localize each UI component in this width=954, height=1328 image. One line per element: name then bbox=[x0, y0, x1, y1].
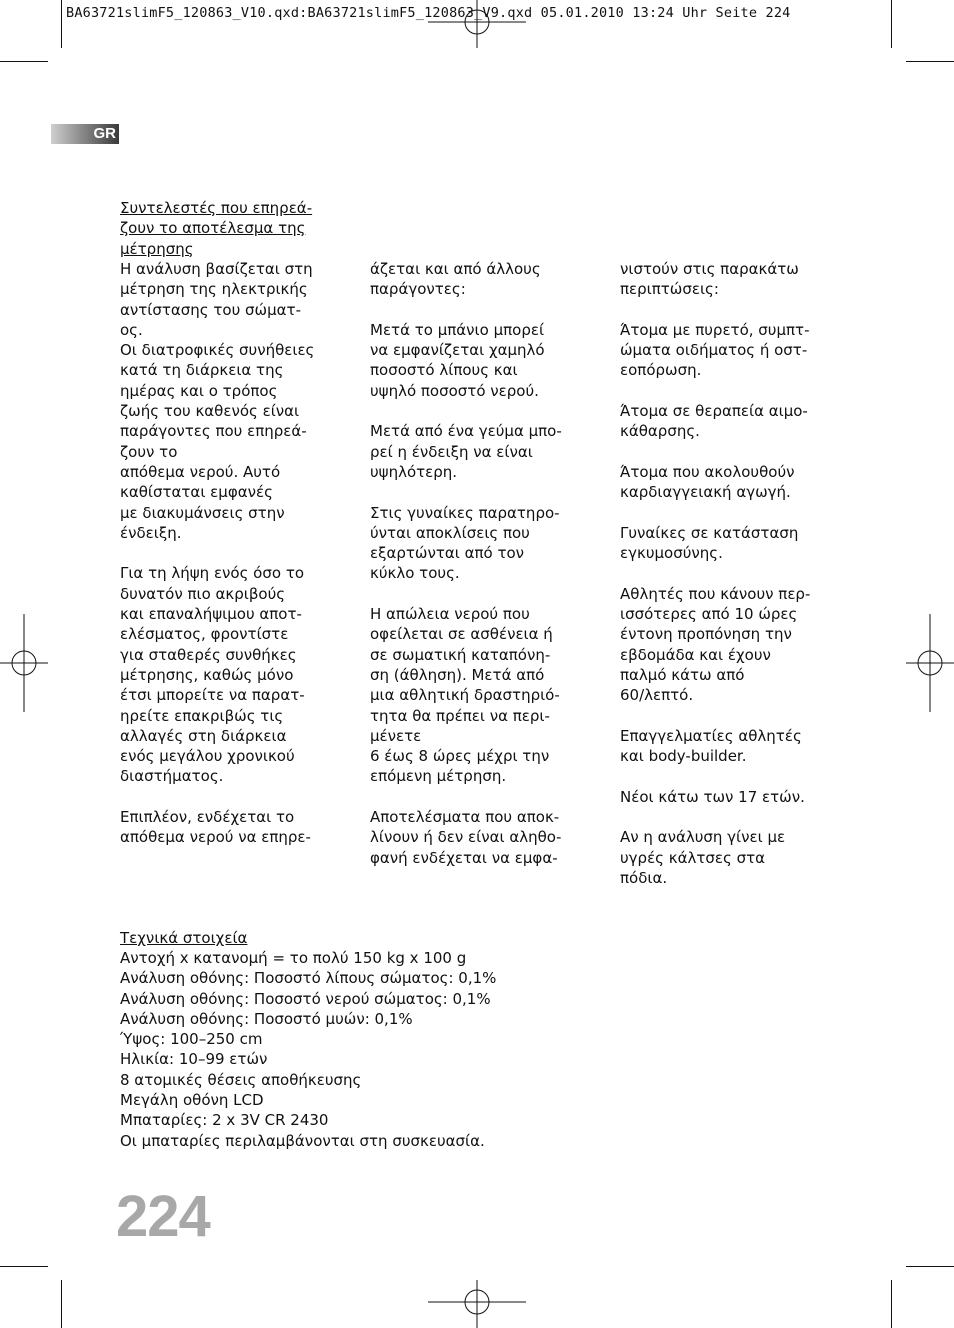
text-column-3 bbox=[620, 259, 860, 909]
text-line: Για τη λήψη ενός όσο το bbox=[120, 564, 305, 583]
text-line: εβδομάδα και έχουν bbox=[620, 645, 771, 664]
spec-line: Ύψος: 100–250 cm bbox=[120, 1030, 263, 1049]
text-line: ηρείτε επακριβώς τις bbox=[120, 706, 284, 725]
text-line: έντονη προπόνηση την bbox=[620, 625, 792, 644]
text-line: υψηλό ποσοστό νερού. bbox=[370, 381, 539, 400]
text-line: Αν η ανάλυση γίνει με bbox=[620, 828, 786, 847]
paragraph bbox=[370, 259, 610, 300]
paragraph bbox=[370, 807, 610, 868]
text-line: εξαρτώνται από τον bbox=[370, 544, 525, 563]
section-title-factors: Συντελεστές που επηρεά- ζουν το αποτέλεσμα της μέτρησης bbox=[120, 199, 313, 258]
text-line: παράγοντες που επηρεά- bbox=[120, 422, 307, 441]
text-line: 6 έως 8 ώρες μέχρι την bbox=[370, 747, 550, 766]
paragraph bbox=[120, 259, 360, 543]
text-line: σε σωματική καταπόνη- bbox=[370, 645, 551, 664]
text-line: πόδια. bbox=[620, 868, 668, 887]
text-line: ζουν το bbox=[120, 442, 178, 461]
text-line: κύκλο τους. bbox=[370, 564, 460, 583]
text-line: οφείλεται σε ασθένεια ή bbox=[370, 625, 553, 644]
paragraph bbox=[620, 523, 860, 564]
language-tab bbox=[51, 124, 119, 144]
text-line: εγκυμοσύνης. bbox=[620, 544, 723, 563]
paragraph bbox=[620, 584, 860, 706]
text-line: ενός μεγάλου χρονικού bbox=[120, 747, 295, 766]
text-line: Μετά από ένα γεύμα μπο- bbox=[370, 422, 562, 441]
text-line: ισσότερες από 10 ώρες bbox=[620, 605, 798, 624]
registration-mark-left bbox=[0, 614, 48, 712]
text-line: Άτομα με πυρετό, συμπτ- bbox=[620, 320, 810, 339]
paragraph bbox=[620, 462, 860, 503]
paragraph bbox=[620, 259, 860, 300]
text-line: παλμό κάτω από bbox=[620, 665, 745, 684]
text-line: ος. bbox=[120, 320, 143, 339]
text-line: εοπόρωση. bbox=[620, 361, 702, 380]
paragraph bbox=[120, 563, 360, 786]
spec-line: Ηλικία: 10–99 ετών bbox=[120, 1050, 268, 1069]
text-line: διαστήματος. bbox=[120, 767, 224, 786]
registration-mark-right bbox=[906, 614, 954, 712]
text-line: ένδειξη. bbox=[120, 523, 182, 542]
text-line: και body-builder. bbox=[620, 747, 747, 766]
text-line: μια αθλητική δραστηριό- bbox=[370, 686, 560, 705]
text-line: αλλαγές στη διάρκεια bbox=[120, 726, 287, 745]
paragraph bbox=[370, 503, 610, 584]
text-line: Στις γυναίκες παρατηρο- bbox=[370, 503, 560, 522]
text-line: ώματα οιδήματος ή οστ- bbox=[620, 341, 808, 360]
paragraph bbox=[620, 787, 860, 807]
text-line: κάθαρσης. bbox=[620, 422, 700, 441]
print-slug: BA63721slimF5_120863_V10.qxd:BA63721slimF5_120863_V9.qxd 05.01.2010 13:24 Uhr Seite 224 bbox=[66, 5, 791, 21]
text-line: υγρές κάλτσες στα bbox=[620, 848, 766, 867]
text-line: νιστούν στις παρακάτω bbox=[620, 260, 799, 278]
paragraph bbox=[120, 807, 360, 848]
paragraph bbox=[370, 604, 610, 787]
spec-line: Ανάλυση οθόνης: Ποσοστό μυών: 0,1% bbox=[120, 1009, 413, 1028]
text-line: επόμενη μέτρηση. bbox=[370, 767, 507, 786]
text-line: λίνουν ή δεν είναι αληθο- bbox=[370, 828, 562, 847]
text-line: ελέσματος, φροντίστε bbox=[120, 625, 289, 644]
text-line: περιπτώσεις: bbox=[620, 280, 719, 299]
text-line: μέτρηση της ηλεκτρικής bbox=[120, 280, 308, 299]
text-line: Επιπλέον, ενδέχεται το bbox=[120, 808, 295, 827]
paragraph bbox=[620, 401, 860, 442]
spec-line: Μπαταρίες: 2 x 3V CR 2430 bbox=[120, 1111, 329, 1130]
text-line: Η απώλεια νερού που bbox=[370, 605, 530, 624]
text-line: Οι διατροφικές συνήθειες bbox=[120, 341, 315, 360]
text-line: 60/λεπτό. bbox=[620, 686, 694, 705]
text-line: Μετά το μπάνιο μπορεί bbox=[370, 320, 545, 339]
text-line: Η ανάλυση βασίζεται στη bbox=[120, 260, 313, 278]
paragraph bbox=[370, 320, 610, 401]
text-line: απόθεμα νερού να επηρε- bbox=[120, 828, 311, 847]
page-number: 224 bbox=[116, 1184, 210, 1249]
text-line: παράγοντες: bbox=[370, 280, 466, 299]
text-line: ποσοστό λίπους και bbox=[370, 361, 518, 380]
paragraph bbox=[620, 320, 860, 381]
text-line: ση (άθληση). Μετά από bbox=[370, 665, 545, 684]
text-line: Γυναίκες σε κατάσταση bbox=[620, 523, 799, 542]
text-column-2 bbox=[370, 259, 610, 888]
text-line: ύνται αποκλίσεις που bbox=[370, 523, 530, 542]
technical-data-list bbox=[120, 948, 496, 1151]
text-line: υψηλότερη. bbox=[370, 462, 458, 481]
text-line: καρδιαγγειακή αγωγή. bbox=[620, 483, 791, 502]
language-code: GR bbox=[93, 125, 116, 142]
text-line: για σταθερές συνθήκες bbox=[120, 645, 297, 664]
text-line: Άτομα που ακολουθούν bbox=[620, 462, 795, 481]
text-line: Αθλητές που κάνουν περ- bbox=[620, 584, 811, 603]
section-title-technical: Τεχνικά στοιχεία bbox=[120, 929, 248, 947]
registration-mark-top bbox=[428, 0, 526, 48]
text-line: καθίσταται εμφανές bbox=[120, 483, 273, 502]
text-line: απόθεμα νερού. Αυτό bbox=[120, 462, 281, 481]
spec-line: Μεγάλη οθόνη LCD bbox=[120, 1091, 264, 1110]
text-line: μέτρησης, καθώς μόνο bbox=[120, 665, 294, 684]
text-line: να εμφανίζεται χαμηλό bbox=[370, 341, 545, 360]
text-line: ρεί η ένδειξη να είναι bbox=[370, 442, 533, 461]
text-line: φανή ενδέχεται να εμφα- bbox=[370, 848, 558, 867]
text-line: ημέρας και ο τρόπος bbox=[120, 381, 278, 400]
spec-line: Ανάλυση οθόνης: Ποσοστό λίπους σώματος: 0,1% bbox=[120, 969, 497, 988]
paragraph bbox=[620, 726, 860, 767]
paragraph bbox=[620, 827, 860, 888]
text-line: με διακυμάνσεις στην bbox=[120, 503, 285, 522]
spec-line: Αντοχή x κατανομή = το πολύ 150 kg x 100 g bbox=[120, 949, 467, 967]
text-line: Αποτελέσματα που αποκ- bbox=[370, 808, 560, 827]
paragraph bbox=[370, 421, 610, 482]
text-column-1 bbox=[120, 259, 360, 868]
text-line: ζωής του καθενός είναι bbox=[120, 402, 300, 421]
text-line: έτσι μπορείτε να παρατ- bbox=[120, 686, 305, 705]
text-line: Νέοι κάτω των 17 ετών. bbox=[620, 787, 805, 806]
registration-mark-bottom bbox=[428, 1280, 526, 1328]
text-line: και επαναλήψιμου αποτ- bbox=[120, 605, 302, 624]
text-line: Άτομα σε θεραπεία αιμο- bbox=[620, 402, 808, 421]
text-line: δυνατόν πιο ακριβούς bbox=[120, 584, 286, 603]
text-line: κατά τη διάρκεια της bbox=[120, 361, 284, 380]
text-line: μένετε bbox=[370, 726, 422, 745]
text-line: Επαγγελματίες αθλητές bbox=[620, 726, 802, 745]
text-line: άζεται και από άλλους bbox=[370, 260, 541, 278]
spec-line: 8 ατομικές θέσεις αποθήκευσης bbox=[120, 1070, 362, 1089]
spec-line: Οι μπαταρίες περιλαμβάνονται στη συσκευασία. bbox=[120, 1131, 485, 1150]
text-line: αντίστασης του σώματ- bbox=[120, 300, 301, 319]
spec-line: Ανάλυση οθόνης: Ποσοστό νερού σώματος: 0,1% bbox=[120, 989, 491, 1008]
text-line: τητα θα πρέπει να περι- bbox=[370, 706, 550, 725]
